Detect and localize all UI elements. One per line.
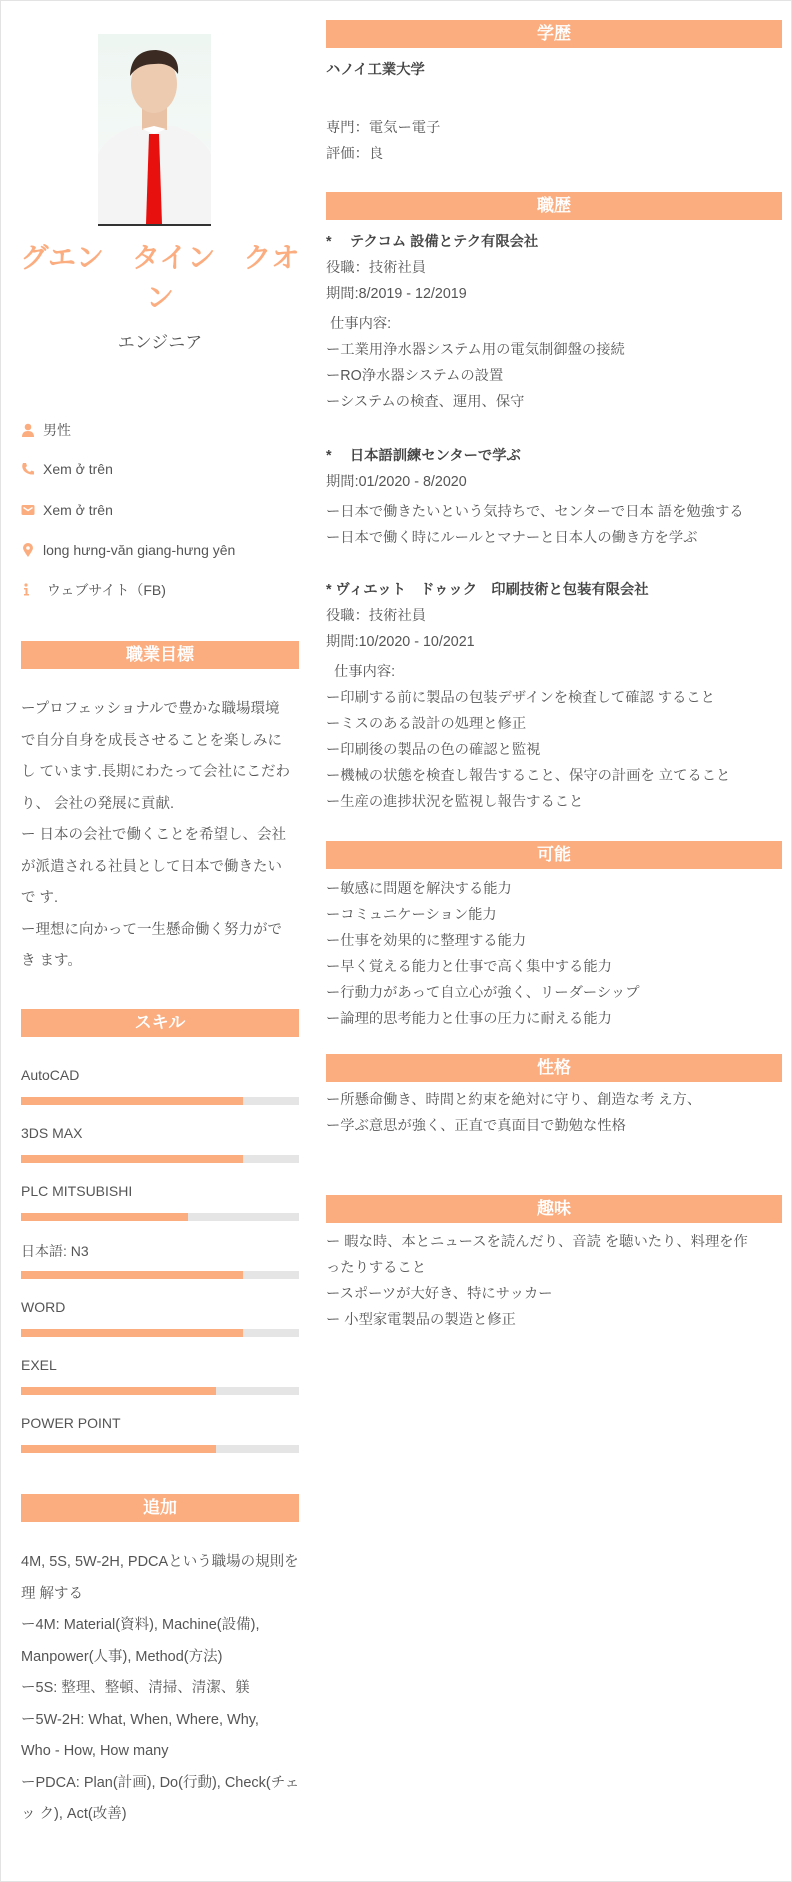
skill-name: WORD (21, 1299, 66, 1315)
skill-item (21, 1183, 299, 1199)
skill-level-bar (21, 1271, 299, 1279)
skill-level-bar (21, 1387, 299, 1395)
education-major: 専門：電気ー電子 (326, 120, 441, 136)
candidate-name: グエン タイン クオン (20, 242, 300, 313)
experience-heading: 職歴 (326, 192, 782, 220)
skill-item (21, 1415, 299, 1431)
contact-gender: 男性 (21, 420, 71, 440)
info-icon (21, 582, 37, 598)
additional-text: 4M, 5S, 5W-2H, PDCAという職場の規則を 理 解する ー4M: Material(資料), Machine(設備), Manpower(人事), Method(方法) ー5S: 整理、整頓、清掃、清潔、躾 ー5W-2H: What, When, Where, Why, Who - How, How many ーPDCA: Plan(計画), Do(行動), Check(チェ ッ ク), Act(改善) (21, 1554, 300, 1822)
job-title: エンジニア (117, 333, 203, 352)
contact-phone: Xem ở trên (21, 459, 113, 479)
skill-name: AutoCAD (21, 1067, 80, 1083)
contact-email: Xem ở trên (21, 500, 113, 520)
skill-item (21, 1067, 299, 1083)
skill-item (21, 1299, 299, 1315)
skill-level-fill (21, 1445, 216, 1453)
skill-level-fill (21, 1329, 243, 1337)
profile-photo (98, 34, 211, 226)
skill-item (21, 1241, 299, 1261)
website-link[interactable]: ウェブサイト（FB) (43, 582, 166, 598)
skill-name: EXEL (21, 1357, 57, 1373)
additional-heading: 追加 (21, 1494, 299, 1522)
skill-level-fill (21, 1271, 243, 1279)
skill-name: PLC MITSUBISHI (21, 1183, 133, 1199)
job-entry: * テクコム 設備とテク有限会社 役職：技術社員 期間:8/2019 - 12/2019 仕事内容: ー工業用浄水器システム用の電気制御盤の接続 ーRO浄水器システムの設置 ーシステムの検査、運用、保守 (326, 234, 625, 410)
skill-level-bar (21, 1445, 299, 1453)
phone-icon (21, 461, 37, 477)
skill-level-fill (21, 1213, 188, 1221)
person-icon (21, 422, 37, 438)
contact-address: long hưng-văn giang-hưng yên (21, 540, 235, 560)
abilities-list: ー敏感に問題を解決する能力 ーコミュニケーション能力 ー仕事を効果的に整理する能力 ー早く覚える能力と仕事で高く集中する能力 ー行動力があって自立心が強く、リーダーシップ ー論理的思考能力と仕事の圧力に耐える能力 (326, 881, 640, 1027)
hobbies-heading: 趣味 (326, 1195, 782, 1223)
education-grade: 評価：良 (326, 146, 384, 162)
envelope-icon (21, 502, 37, 518)
skill-level-bar (21, 1329, 299, 1337)
map-pin-icon (21, 542, 37, 558)
hobbies-list: ー 暇な時、本とニュースを読んだり、音読 を聴いたり、料理を作 ったりすること ースポーツが大好き、特にサッカー ー 小型家電製品の製造と修正 (326, 1234, 748, 1328)
skill-level-bar (21, 1213, 299, 1221)
education-heading: 学歴 (326, 20, 782, 48)
skill-name: POWER POINT (21, 1415, 121, 1431)
skill-item (21, 1125, 299, 1141)
skill-level-bar (21, 1097, 299, 1105)
contact-website (21, 580, 166, 600)
skills-heading: スキル (21, 1009, 299, 1037)
objective-heading: 職業目標 (21, 641, 299, 669)
personality-list: ー所懸命働き、時間と約束を絶対に守り、創造な考 え方、 ー学ぶ意思が強く、正直で真面目で勤勉な性格 (326, 1092, 702, 1134)
school-name: ハノイ工業大学 (326, 62, 425, 78)
job-entry: * 日本語訓練センターで学ぶ 期間:01/2020 - 8/2020 ー日本で働きたいという気持ちで、センターで日本 語を勉強する ー日本で働く時にルールとマナーと日本人の働き方を学ぶ (326, 448, 744, 546)
skill-level-fill (21, 1097, 243, 1105)
job-entry: * ヴィエット ドゥック 印刷技術と包装有限会社 役職：技術社員 期間:10/2020 - 10/2021 仕事内容: ー印刷する前に製品の包装デザインを検査して確認 すること ーミスのある設計の処理と修正 ー印刷後の製品の色の確認と監視 ー機械の状態を検査し報告すること、保守の計画を 立てること ー生産の進捗状況を監視し報告すること (326, 582, 731, 810)
skill-name: 日本語: N3 (21, 1243, 89, 1259)
skill-level-fill (21, 1155, 243, 1163)
skill-level-bar (21, 1155, 299, 1163)
skill-item (21, 1357, 299, 1373)
skill-name: 3DS MAX (21, 1125, 83, 1141)
personality-heading: 性格 (326, 1054, 782, 1082)
objective-text: ープロフェッショナルで豊かな職場環境 で自分自身を成長させることを楽しみに し ています.長期にわたって会社にこだわ り、 会社の発展に貢献. ー 日本の会社で働くことを希望し、会社 が派遣される社員として日本で働きたい で す. ー理想に向かって一生懸命働く努力がで き ます。 (21, 701, 291, 969)
abilities-heading: 可能 (326, 841, 782, 869)
skill-level-fill (21, 1387, 216, 1395)
